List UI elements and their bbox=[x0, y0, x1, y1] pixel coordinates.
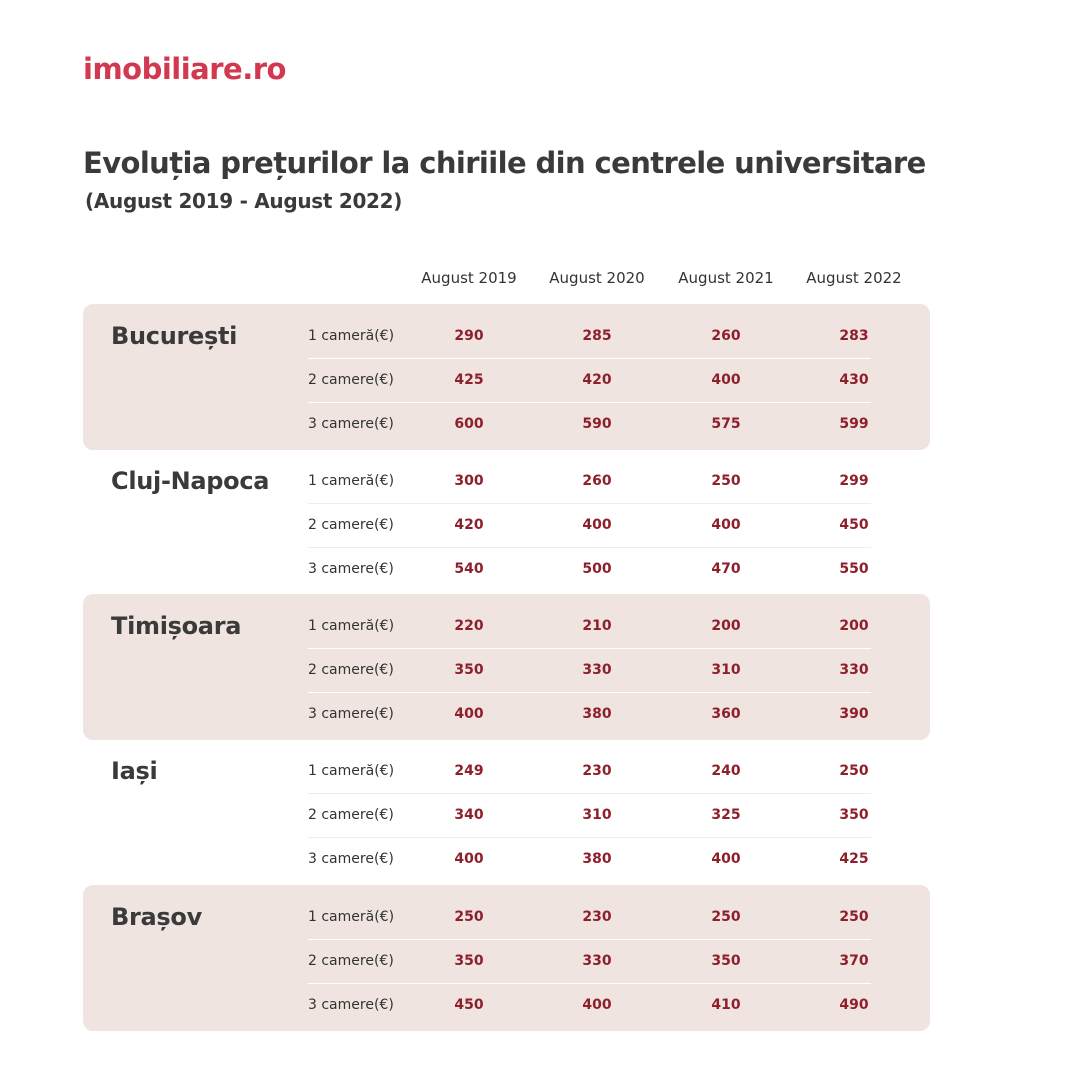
city-block bbox=[83, 304, 930, 450]
price-value: 260 bbox=[582, 473, 612, 489]
table-row bbox=[308, 648, 871, 693]
room-label: 3 camere(€) bbox=[308, 706, 394, 722]
price-value: 575 bbox=[711, 416, 741, 432]
room-label: 1 cameră(€) bbox=[308, 763, 395, 779]
price-value: 330 bbox=[582, 662, 612, 678]
price-value: 500 bbox=[582, 561, 612, 577]
price-value: 540 bbox=[454, 561, 484, 577]
table-row bbox=[308, 459, 871, 504]
price-value: 310 bbox=[711, 662, 741, 678]
price-value: 430 bbox=[839, 372, 869, 388]
column-header: August 2019 bbox=[421, 269, 517, 287]
table-row bbox=[308, 692, 871, 736]
price-value: 250 bbox=[711, 909, 741, 925]
price-value: 230 bbox=[582, 763, 612, 779]
room-label: 1 cameră(€) bbox=[308, 909, 395, 925]
table-row bbox=[308, 547, 871, 591]
price-value: 370 bbox=[839, 953, 869, 969]
table-row bbox=[308, 837, 871, 881]
room-label: 2 camere(€) bbox=[308, 807, 394, 823]
table-row bbox=[308, 939, 871, 984]
room-label: 1 cameră(€) bbox=[308, 328, 395, 344]
room-label: 1 cameră(€) bbox=[308, 618, 395, 634]
price-value: 490 bbox=[839, 997, 869, 1013]
price-value: 400 bbox=[711, 517, 741, 533]
price-value: 250 bbox=[711, 473, 741, 489]
table-row bbox=[308, 358, 871, 403]
price-value: 400 bbox=[711, 851, 741, 867]
price-value: 400 bbox=[582, 517, 612, 533]
city-name: Brașov bbox=[111, 903, 202, 931]
price-value: 470 bbox=[711, 561, 741, 577]
table-row bbox=[308, 749, 871, 794]
price-value: 400 bbox=[454, 706, 484, 722]
price-value: 299 bbox=[839, 473, 869, 489]
price-value: 599 bbox=[839, 416, 869, 432]
table-row bbox=[308, 402, 871, 446]
price-value: 400 bbox=[454, 851, 484, 867]
price-value: 400 bbox=[711, 372, 741, 388]
table-row bbox=[308, 314, 871, 359]
price-value: 350 bbox=[711, 953, 741, 969]
price-value: 400 bbox=[582, 997, 612, 1013]
price-value: 200 bbox=[711, 618, 741, 634]
price-value: 420 bbox=[582, 372, 612, 388]
price-value: 420 bbox=[454, 517, 484, 533]
column-header: August 2020 bbox=[549, 269, 645, 287]
price-value: 283 bbox=[839, 328, 869, 344]
room-label: 3 camere(€) bbox=[308, 416, 394, 432]
column-header: August 2021 bbox=[678, 269, 774, 287]
room-label: 3 camere(€) bbox=[308, 561, 394, 577]
price-value: 350 bbox=[839, 807, 869, 823]
city-name: Iași bbox=[111, 757, 158, 785]
table-row bbox=[308, 503, 871, 548]
column-header: August 2022 bbox=[806, 269, 902, 287]
page-subtitle: (August 2019 - August 2022) bbox=[85, 189, 403, 213]
price-value: 390 bbox=[839, 706, 869, 722]
price-value: 330 bbox=[839, 662, 869, 678]
room-label: 2 camere(€) bbox=[308, 662, 394, 678]
price-value: 350 bbox=[454, 953, 484, 969]
city-block bbox=[83, 739, 930, 885]
price-value: 210 bbox=[582, 618, 612, 634]
price-value: 600 bbox=[454, 416, 484, 432]
city-block bbox=[83, 449, 930, 595]
table-row bbox=[308, 604, 871, 649]
price-value: 590 bbox=[582, 416, 612, 432]
price-value: 285 bbox=[582, 328, 612, 344]
price-value: 310 bbox=[582, 807, 612, 823]
logo-text: imobiliare.ro bbox=[83, 52, 286, 86]
price-value: 360 bbox=[711, 706, 741, 722]
city-block bbox=[83, 885, 930, 1031]
price-value: 550 bbox=[839, 561, 869, 577]
city-name: Cluj-Napoca bbox=[111, 467, 270, 495]
price-value: 350 bbox=[454, 662, 484, 678]
price-value: 410 bbox=[711, 997, 741, 1013]
room-label: 2 camere(€) bbox=[308, 372, 394, 388]
room-label: 2 camere(€) bbox=[308, 953, 394, 969]
city-name: Timișoara bbox=[111, 612, 242, 640]
price-value: 450 bbox=[839, 517, 869, 533]
table-row bbox=[308, 895, 871, 940]
price-value: 340 bbox=[454, 807, 484, 823]
price-value: 425 bbox=[454, 372, 484, 388]
table-row bbox=[308, 793, 871, 838]
city-block bbox=[83, 594, 930, 740]
city-name: București bbox=[111, 322, 238, 350]
price-value: 250 bbox=[839, 763, 869, 779]
room-label: 3 camere(€) bbox=[308, 997, 394, 1013]
room-label: 1 cameră(€) bbox=[308, 473, 395, 489]
price-value: 250 bbox=[839, 909, 869, 925]
price-value: 380 bbox=[582, 706, 612, 722]
room-label: 2 camere(€) bbox=[308, 517, 394, 533]
price-value: 425 bbox=[839, 851, 869, 867]
price-value: 240 bbox=[711, 763, 741, 779]
price-value: 300 bbox=[454, 473, 484, 489]
brand-logo bbox=[83, 52, 286, 92]
room-label: 3 camere(€) bbox=[308, 851, 394, 867]
price-value: 260 bbox=[711, 328, 741, 344]
price-value: 220 bbox=[454, 618, 484, 634]
price-value: 380 bbox=[582, 851, 612, 867]
price-value: 200 bbox=[839, 618, 869, 634]
price-value: 249 bbox=[454, 763, 484, 779]
price-value: 450 bbox=[454, 997, 484, 1013]
table-row bbox=[308, 983, 871, 1027]
price-value: 330 bbox=[582, 953, 612, 969]
price-value: 250 bbox=[454, 909, 484, 925]
price-value: 230 bbox=[582, 909, 612, 925]
page-title: Evoluția prețurilor la chiriile din centrele universitare bbox=[83, 146, 926, 180]
price-value: 325 bbox=[711, 807, 741, 823]
price-value: 290 bbox=[454, 328, 484, 344]
